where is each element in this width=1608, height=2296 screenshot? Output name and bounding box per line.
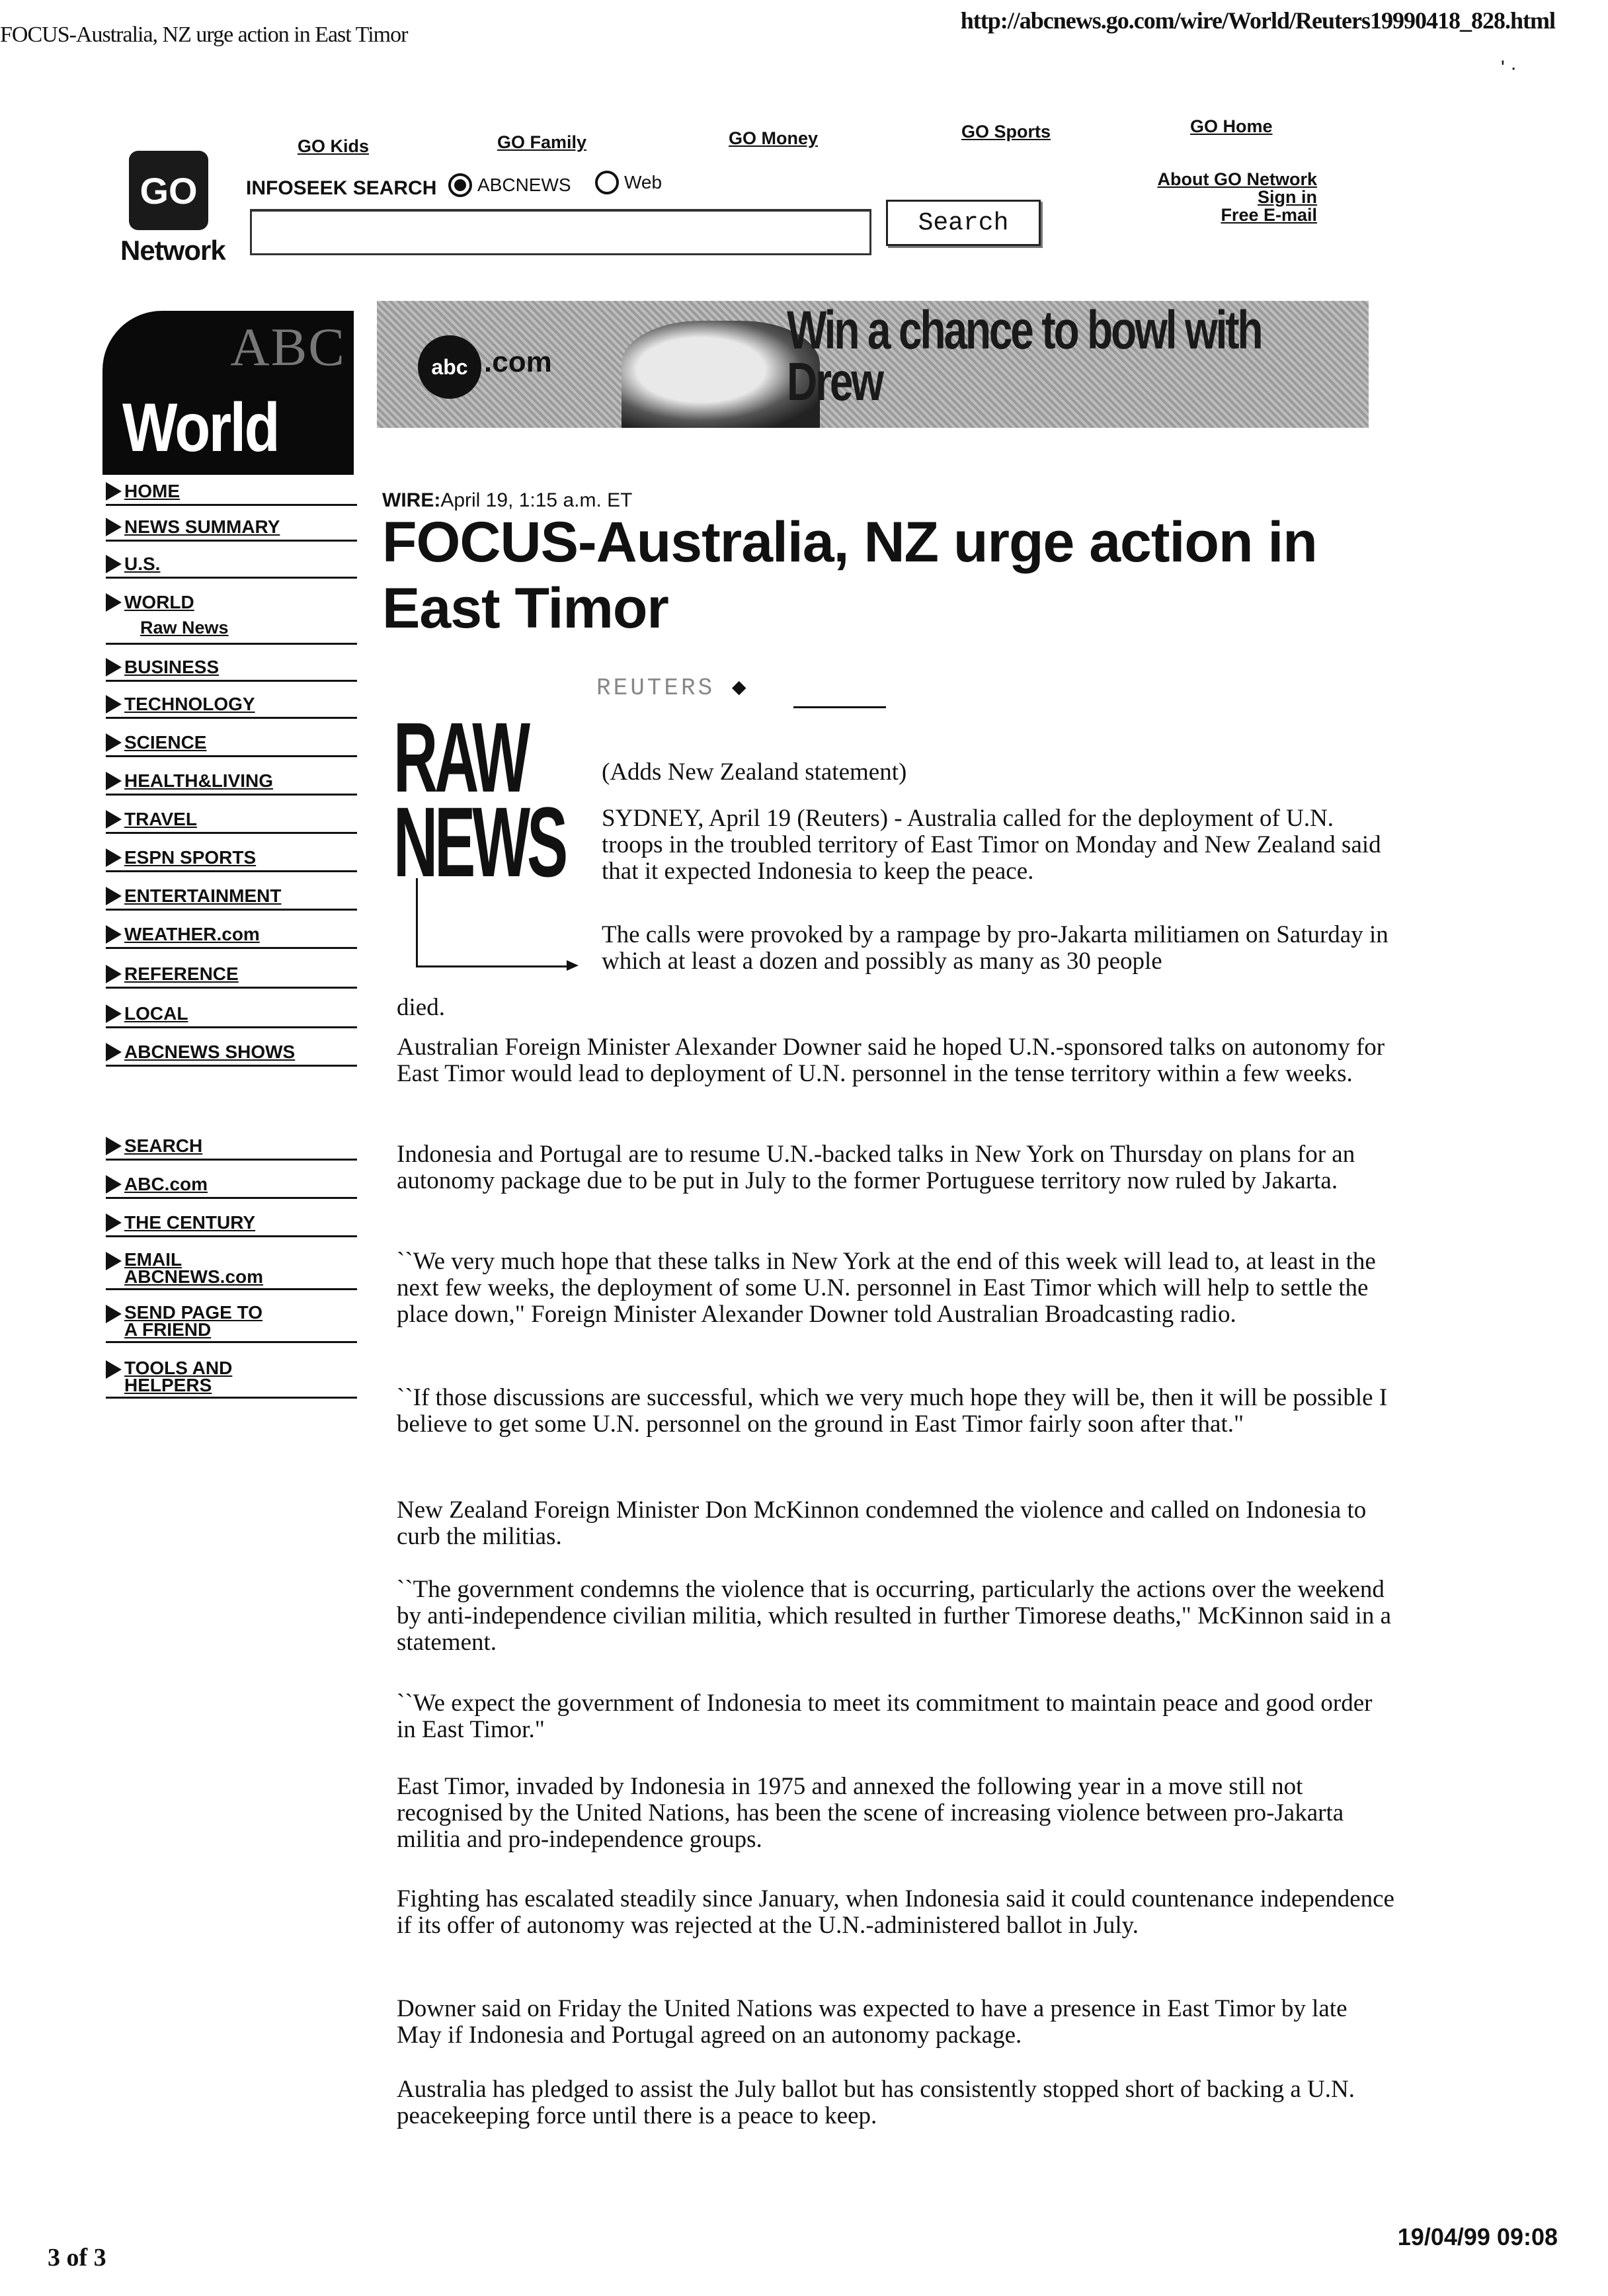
nav-home[interactable]	[106, 481, 357, 506]
nav-world-raw-news[interactable]: Raw News	[140, 618, 229, 637]
nav-us[interactable]	[106, 554, 357, 579]
article-paragraph: East Timor, invaded by Indonesia in 1975 and annexed the following year in a move still not recognised by the United Nations, has been the scene of increasing violence between pro-Jakarta militia and pro-independence groups.	[397, 1773, 1344, 1853]
nav-label: TECHNOLOGY	[124, 694, 255, 714]
reuters-sun-icon: ◆	[731, 675, 749, 702]
raw-news-logo	[393, 702, 592, 913]
radio-abcnews[interactable]	[448, 173, 571, 197]
radio-abcnews-button[interactable]	[448, 173, 472, 197]
reuters-text: REUTERS	[596, 675, 715, 702]
article-paragraph: Australia has pledged to assist the July ballot but has consistently stopped short of backing a U.N. peacekeeping force until there is a peace to keep.	[397, 2076, 1355, 2129]
nav-search[interactable]	[106, 1136, 357, 1161]
nav-weather[interactable]	[106, 924, 357, 949]
nav-health-living[interactable]	[106, 771, 357, 796]
radio-web-button[interactable]	[595, 171, 619, 194]
banner-dotcom: .com	[484, 346, 552, 378]
article-paragraph: Australian Foreign Minister Alexander Downer said he hoped U.N.-sponsored talks on autonomy for East Timor would lead to deployment of U.N. personnel in the tense territory within a few weeks.	[397, 1034, 1385, 1087]
arrow-right-icon	[106, 1305, 122, 1323]
nav-label	[124, 1304, 262, 1338]
nav-email-abcnews[interactable]	[106, 1251, 357, 1290]
nav-news-summary[interactable]	[106, 517, 357, 542]
nav-label: ESPN SPORTS	[124, 847, 257, 868]
abc-logo-icon: abc	[418, 335, 481, 399]
arrow-right-icon	[106, 733, 122, 752]
nav-label: THE CENTURY	[124, 1212, 256, 1233]
arrow-right-icon	[106, 965, 122, 983]
print-corner-mark: ' ·	[1501, 57, 1517, 79]
nav-label: U.S.	[124, 554, 161, 574]
article-paragraph: ``The government condemns the violence that is occurring, particularly the actions over the weekend by anti-independence civilian militia, which resulted in further Timorese deaths," McKinnon said in a statement.	[397, 1576, 1392, 1656]
arrow-right-icon	[106, 1004, 122, 1023]
article-paragraph: ``We very much hope that these talks in New York at the end of this week will lead to, at least in the next few weeks, the deployment of some U.N. personnel in East Timor which will help to settle the place down," Foreign Minister Alexander Downer told Australian Broadcasting radio.	[397, 1248, 1376, 1328]
article-paragraph: Fighting has escalated steadily since January, when Indonesia said it could countenance independence if its offer of autonomy was rejected at the U.N.-administered ballot in July.	[397, 1885, 1394, 1939]
print-url: http://abcnews.go.com/wire/World/Reuters19990418_828.html	[960, 7, 1555, 34]
banner-ad[interactable]	[377, 301, 1369, 428]
nav-label: SEARCH	[124, 1135, 203, 1156]
radio-web-label: Web	[624, 172, 663, 192]
nav-label: NEWS SUMMARY	[124, 516, 280, 537]
headline-text: FOCUS-Australia, NZ urge action in East Timor	[382, 511, 1317, 640]
nav-label: REFERENCE	[124, 964, 239, 984]
radio-abcnews-label: ABCNEWS	[477, 175, 571, 195]
nav-tools-line-1: TOOLS AND	[124, 1358, 233, 1378]
nav-abcnews-shows[interactable]	[106, 1042, 357, 1067]
nav-label: TRAVEL	[124, 809, 197, 829]
article-paragraph: died.	[397, 994, 445, 1021]
article-adds-note: (Adds New Zealand statement)	[602, 758, 907, 786]
go-family-link[interactable]: GO Family	[497, 132, 587, 152]
nav-reference[interactable]	[106, 964, 357, 989]
reuters-logo	[596, 673, 749, 702]
arrow-right-icon	[106, 1360, 122, 1379]
about-go-network-link[interactable]: About GO Network	[1157, 169, 1317, 189]
nav-tools-helpers[interactable]	[106, 1360, 357, 1399]
arrow-right-icon	[106, 925, 122, 944]
article-paragraph: New Zealand Foreign Minister Don McKinnon condemned the violence and called on Indonesia to curb the militias.	[397, 1496, 1367, 1550]
article-paragraph: Downer said on Friday the United Nations was expected to have a presence in East Timor by late May if Indonesia and Portugal agreed on an autonomy package.	[397, 1995, 1347, 2049]
free-email-link[interactable]: Free E-mail	[1221, 205, 1317, 225]
nav-label: HEALTH&LIVING	[124, 770, 274, 791]
nav-label: WEATHER.com	[124, 924, 260, 944]
nav-science[interactable]	[106, 733, 357, 757]
go-money-link[interactable]: GO Money	[729, 128, 819, 148]
nav-world[interactable]	[106, 593, 357, 615]
nav-email-line-1: EMAIL	[124, 1249, 182, 1270]
go-logo[interactable]: GO	[129, 151, 208, 230]
radio-web[interactable]	[595, 171, 662, 194]
nav-send-line-2: A FRIEND	[124, 1319, 212, 1340]
article-paragraph: ``If those discussions are successful, which we very much hope they will be, then it will be possible I believe to get some U.N. personnel on the ground in East Timor fairly soon after that."	[397, 1384, 1388, 1438]
nav-label: SCIENCE	[124, 732, 207, 753]
nav-label: BUSINESS	[124, 657, 220, 677]
nav-business[interactable]	[106, 657, 357, 682]
article-paragraph: ``We expect the government of Indonesia to meet its commitment to maintain peace and good order in East Timor."	[397, 1690, 1373, 1743]
raw-news-arrow-line	[416, 965, 568, 967]
arrow-right-icon	[106, 1043, 122, 1061]
raw-news-arrow-line	[416, 878, 418, 967]
nav-label	[124, 1360, 232, 1394]
arrow-right-icon	[106, 1213, 122, 1232]
headline-spacer	[382, 491, 1387, 509]
nav-label: LOCAL	[124, 1003, 188, 1024]
badge-world-text: World	[122, 390, 279, 466]
arrow-right-icon	[106, 482, 122, 501]
nav-label: ABC.com	[124, 1174, 208, 1194]
nav-send-page[interactable]	[106, 1304, 357, 1343]
infoseek-search-label: INFOSEEK SEARCH	[246, 177, 437, 199]
arrow-right-icon	[106, 1175, 122, 1194]
arrow-right-icon	[106, 555, 122, 573]
nav-divider	[106, 643, 357, 645]
sign-in-link[interactable]: Sign in	[1258, 187, 1317, 207]
arrow-right-icon	[106, 1252, 122, 1270]
go-home-link[interactable]: GO Home	[1190, 116, 1273, 136]
arrow-right-icon	[567, 960, 579, 971]
nav-the-century[interactable]	[106, 1213, 357, 1237]
search-button[interactable]: Search	[886, 200, 1041, 246]
banner-line-1: Win a chance to bowl with	[787, 301, 1262, 360]
arrow-right-icon	[106, 518, 122, 536]
article-paragraph: The calls were provoked by a rampage by pro-Jakarta militiamen on Saturday in which at least a dozen and possibly as many as 30 people	[602, 921, 1388, 975]
nav-label: WORLD	[124, 592, 194, 612]
article-paragraph-lead: SYDNEY, April 19 (Reuters) - Australia called for the deployment of U.N. troops in the troubled territory of East Timor on Monday and New Zealand said that it expected Indonesia to keep the peace.	[602, 805, 1381, 885]
arrow-right-icon	[106, 772, 122, 790]
arrow-right-icon	[106, 658, 122, 676]
nav-entertainment[interactable]	[106, 886, 357, 911]
go-network-links	[1158, 171, 1318, 224]
go-network-label: Network	[120, 235, 225, 266]
nav-label	[124, 1251, 263, 1286]
nav-local[interactable]	[106, 1004, 357, 1028]
raw-news-raw: RAW	[393, 702, 528, 813]
arrow-right-icon	[106, 810, 122, 829]
print-document-title: FOCUS-Australia, NZ urge action in East Timor	[0, 22, 408, 47]
nav-send-line-1: SEND PAGE TO	[124, 1302, 263, 1323]
print-datetime: 19/04/99 09:08	[1397, 2223, 1558, 2250]
nav-label: HOME	[124, 481, 180, 501]
banner-headline	[787, 301, 1262, 412]
nav-espn-sports[interactable]	[106, 848, 357, 872]
go-sports-link[interactable]: GO Sports	[961, 122, 1051, 142]
go-kids-link[interactable]: GO Kids	[298, 136, 370, 156]
reuters-rule	[793, 706, 886, 708]
nav-email-line-2: ABCNEWS.com	[124, 1266, 264, 1287]
wire-label: WIRE:	[382, 489, 441, 511]
raw-news-news: NEWS	[393, 786, 565, 897]
search-input[interactable]	[250, 209, 871, 255]
arrow-right-icon	[106, 848, 122, 867]
nav-abc-com[interactable]	[106, 1174, 357, 1199]
article-headline	[382, 491, 1387, 641]
arrow-right-icon	[106, 887, 122, 905]
arrow-right-icon	[106, 593, 122, 612]
nav-travel[interactable]	[106, 809, 357, 834]
nav-label: ABCNEWS SHOWS	[124, 1042, 296, 1062]
wire-date: April 19, 1:15 a.m. ET	[440, 489, 633, 511]
arrow-right-icon	[106, 695, 122, 714]
abc-world-section-badge[interactable]	[102, 311, 354, 475]
nav-technology[interactable]	[106, 694, 357, 719]
badge-abc-text: ABC	[230, 317, 346, 377]
nav-label: ENTERTAINMENT	[124, 885, 282, 906]
arrow-right-icon	[106, 1137, 122, 1155]
article-paragraph: Indonesia and Portugal are to resume U.N.-backed talks in New York on Thursday on plans for an autonomy package due to be put in July to the former Portuguese territory now ruled by Jakarta.	[397, 1141, 1355, 1194]
nav-tools-line-2: HELPERS	[124, 1375, 212, 1395]
print-page-number: 3 of 3	[48, 2244, 106, 2272]
banner-line-2: Drew	[787, 352, 882, 412]
